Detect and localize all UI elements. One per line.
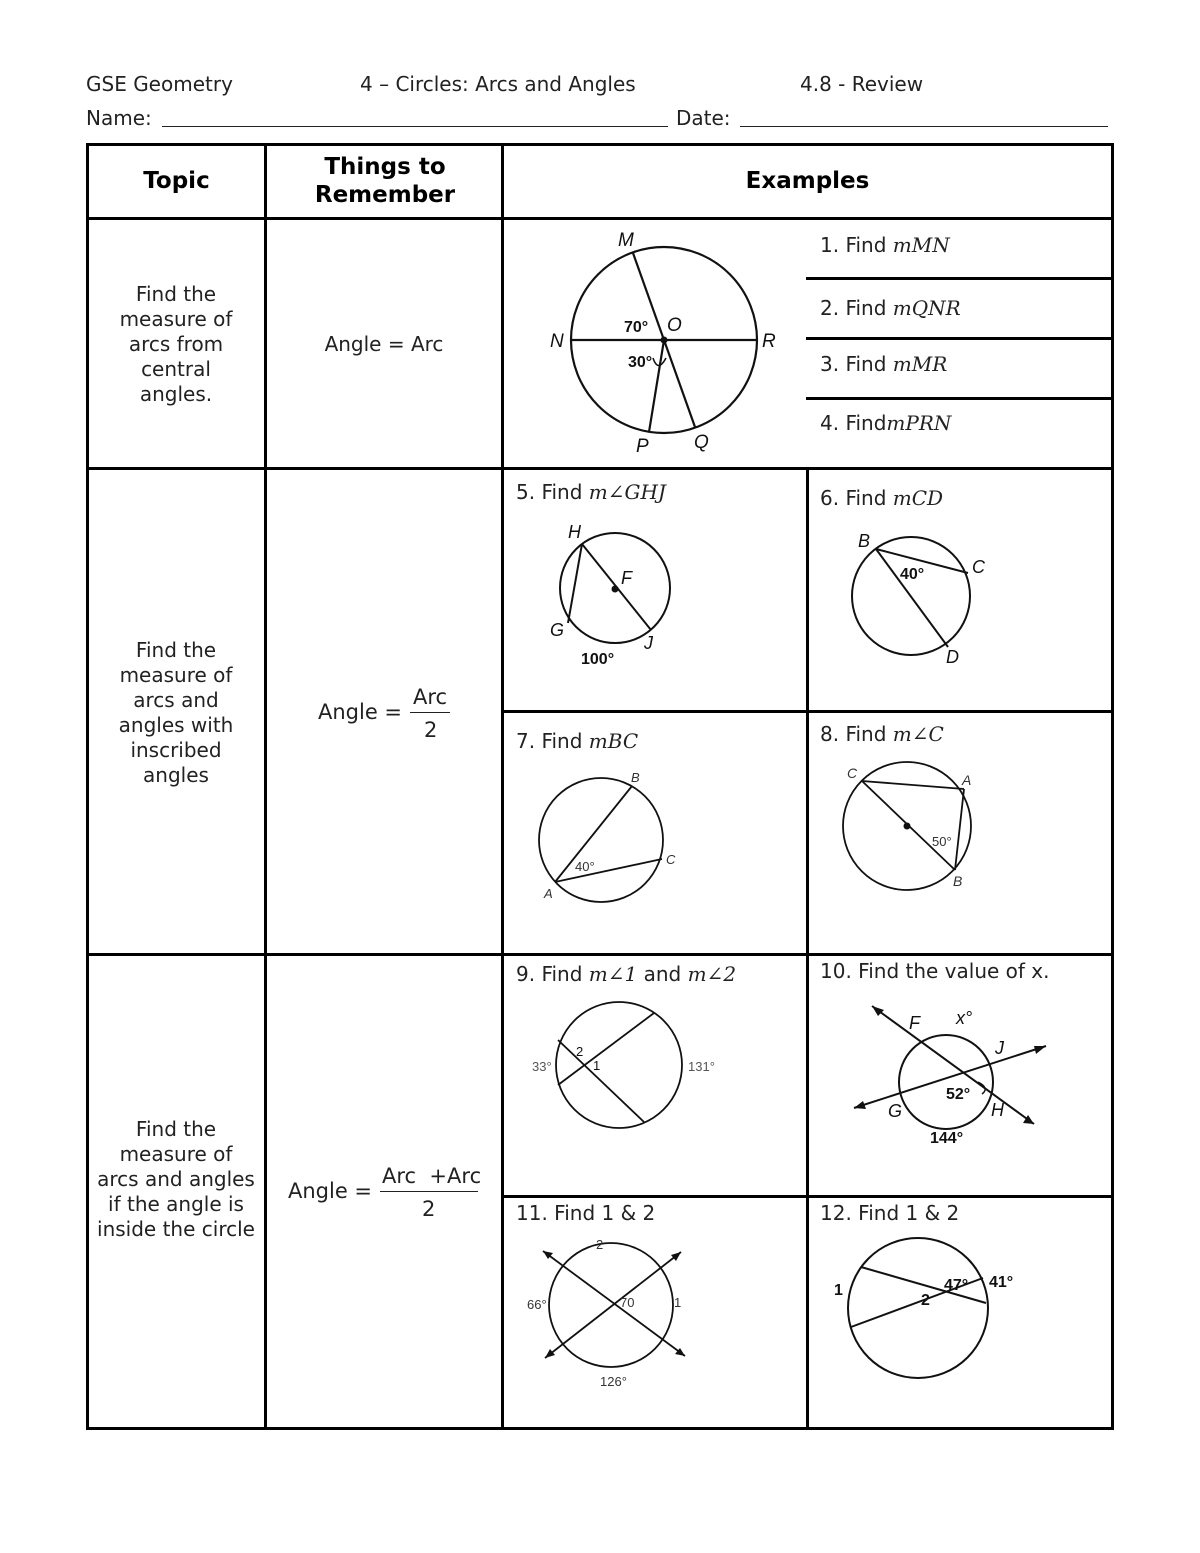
rule-central-angles: Angle = Arc: [324, 332, 444, 356]
angle-70: 70: [620, 1295, 635, 1310]
name-label: Name:: [86, 106, 152, 130]
arc-131: 131°: [688, 1059, 715, 1074]
angle-47: 47°: [944, 1277, 969, 1294]
arc-expression: mMR: [892, 352, 948, 376]
figure-q10: [848, 1002, 1053, 1147]
angle-52: 52°: [946, 1086, 971, 1103]
question-3: 3. Find mMR: [820, 352, 948, 376]
arc-expression: mMN: [892, 233, 950, 257]
label-2: 2: [576, 1044, 584, 1059]
fraction-bar: [380, 1191, 478, 1192]
label-c: C: [847, 765, 858, 781]
label-c: C: [972, 557, 985, 577]
unit-title: 4 – Circles: Arcs and Angles: [360, 72, 636, 96]
center-point: [661, 337, 668, 344]
label-j: J: [644, 633, 653, 653]
circle: [556, 1002, 682, 1128]
header-examples: Examples: [745, 168, 870, 194]
header-things: Things to Remember: [314, 154, 456, 208]
question-7: 7. Find mBC: [516, 729, 639, 753]
angle-expression: m∠GHJ: [588, 480, 666, 504]
label-g: G: [888, 1101, 903, 1121]
center-point: [904, 823, 911, 830]
section-title: 4.8 - Review: [800, 72, 924, 96]
label-c: C: [666, 852, 676, 867]
circle: [549, 1243, 673, 1367]
rule-interior-left: Angle =: [288, 1179, 373, 1203]
topic-interior-angles: Find the measure of arcs and angles if the angle is inside the circle: [97, 1117, 255, 1241]
question-11: 11. Find 1 & 2: [516, 1201, 656, 1225]
label-d: D: [946, 647, 959, 667]
question-6: 6. Find mCD: [820, 486, 944, 510]
header-topic: Topic: [143, 168, 210, 194]
question-12: 12. Find 1 & 2: [820, 1201, 960, 1225]
label-2: 2: [596, 1237, 604, 1252]
question-10: 10. Find the value of x.: [820, 959, 1050, 983]
arc-expression: mQNR: [892, 296, 961, 320]
figure-q9: [528, 998, 728, 1138]
angle-40: 40°: [575, 859, 595, 874]
question-5: 5. Find m∠GHJ: [516, 480, 666, 504]
chord-bd: [876, 549, 948, 647]
date-field[interactable]: [740, 126, 1108, 127]
chord-ca: [862, 781, 964, 789]
label-f: F: [621, 568, 632, 588]
name-field[interactable]: [162, 126, 668, 127]
angle-30: 30°: [628, 354, 653, 371]
question-8: 8. Find m∠C: [820, 722, 944, 746]
circle: [539, 778, 663, 902]
figure-q12: [828, 1236, 1038, 1381]
center-point: [612, 586, 619, 593]
label-a: A: [544, 886, 553, 901]
figure-q6: [850, 525, 1000, 675]
rule-inscribed-denominator: 2: [424, 718, 438, 742]
question-4: 4. FindmPRN: [820, 411, 952, 435]
arc-41: 41°: [989, 1274, 1014, 1291]
circle: [848, 1238, 988, 1378]
label-a: A: [962, 772, 972, 788]
figure-q5: [540, 518, 690, 673]
arc-33: 33°: [532, 1059, 552, 1074]
label-h: H: [568, 522, 581, 542]
angle-70: 70°: [624, 319, 649, 336]
arc-126: 126°: [600, 1374, 627, 1389]
arc-66: 66°: [527, 1297, 547, 1312]
rule-inscribed-numerator: Arc: [413, 685, 448, 709]
label-b: B: [631, 770, 640, 785]
label-2: 2: [921, 1292, 930, 1309]
angle-40: 40°: [900, 566, 925, 583]
label-1: 1: [593, 1058, 601, 1073]
angle-expression: m∠C: [892, 722, 944, 746]
label-x: x°: [956, 1008, 973, 1028]
question-1: 1. Find mMN: [820, 233, 950, 257]
angle-expression: m∠2: [687, 962, 737, 986]
figure-q7: [535, 765, 685, 905]
label-q: Q: [694, 432, 709, 453]
fraction-bar: [410, 712, 450, 713]
course-title: GSE Geometry: [86, 72, 233, 96]
arrowhead: [1034, 1046, 1046, 1054]
figure-q11: [525, 1236, 700, 1391]
label-n: N: [550, 331, 564, 352]
rule-interior-denominator: 2: [422, 1197, 436, 1221]
arc-144: 144°: [930, 1130, 964, 1147]
label-m: M: [618, 230, 634, 251]
date-label: Date:: [676, 106, 731, 130]
topic-inscribed-angles: Find the measure of arcs and angles with inscribed angles: [118, 638, 234, 787]
arrowhead: [854, 1101, 866, 1109]
arc-expression: mBC: [588, 729, 639, 753]
question-2: 2. Find mQNR: [820, 296, 961, 320]
rule-inscribed-left: Angle =: [318, 700, 403, 724]
label-h: H: [991, 1100, 1004, 1120]
figure-q8: [838, 760, 988, 900]
figure-central-angles: [540, 225, 790, 460]
label-p: P: [636, 436, 649, 457]
arc-expression: mCD: [892, 486, 944, 510]
label-f: F: [909, 1013, 920, 1033]
angle-50: 50°: [932, 834, 952, 849]
label-1: 1: [834, 1282, 843, 1299]
label-b: B: [953, 873, 963, 889]
arc-100: 100°: [581, 651, 615, 668]
question-9: 9. Find m∠1 and m∠2: [516, 962, 737, 986]
angle-expression: m∠1: [588, 962, 638, 986]
label-g: G: [550, 620, 565, 640]
label-j: J: [995, 1038, 1004, 1058]
arc-expression: mPRN: [886, 411, 952, 435]
topic-central-angles: Find the measure of arcs from central angles.: [119, 282, 233, 406]
label-1: 1: [674, 1295, 682, 1310]
label-r: R: [762, 331, 776, 352]
label-b: B: [858, 531, 871, 551]
label-o: O: [667, 315, 682, 336]
rule-interior-numerator: Arc +Arc: [382, 1164, 482, 1188]
